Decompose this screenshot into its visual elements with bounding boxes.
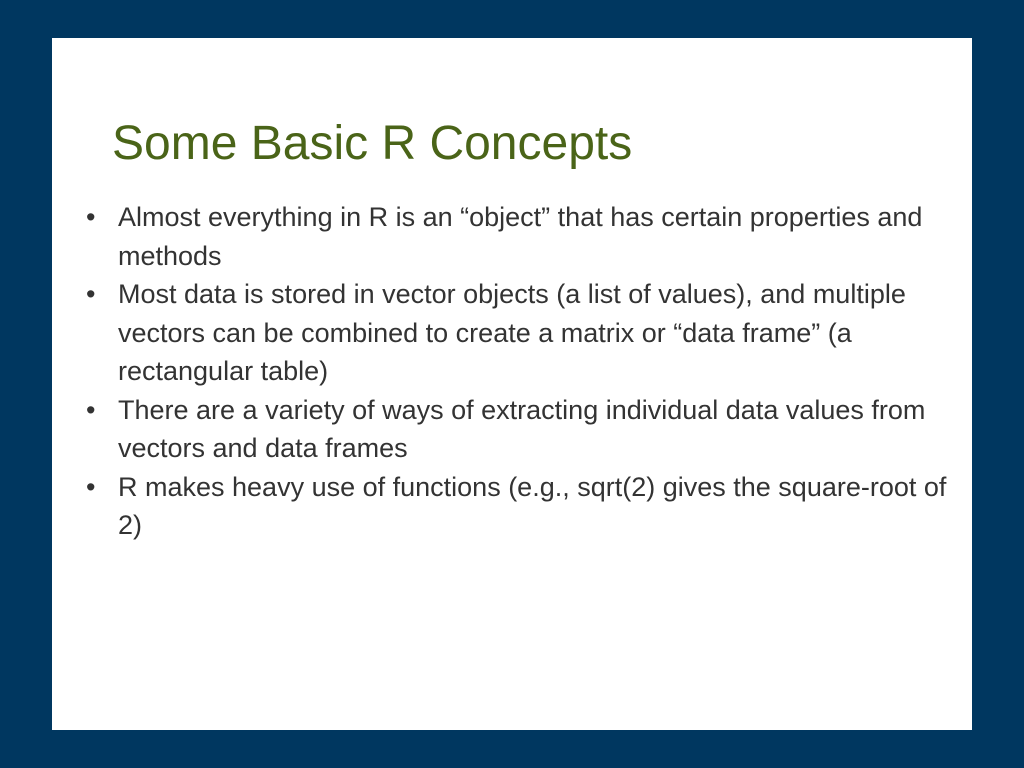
bullet-icon: • — [86, 279, 96, 309]
slide-panel — [52, 38, 972, 730]
slide-title: Some Basic R Concepts — [112, 117, 633, 170]
bullet-text: Almost everything in R is an “object” that has certain properties and methods — [118, 202, 923, 271]
bullet-icon: • — [86, 394, 96, 425]
bullet-text: There are a variety of ways of extracting individual data values from vectors and data frames — [118, 394, 926, 463]
bullet-icon: • — [86, 471, 96, 502]
bullet-icon: • — [86, 202, 96, 232]
bullet-text: R makes heavy use of functions (e.g., sqrt(2) gives the square-root of 2) — [118, 471, 947, 540]
bullet-item — [80, 275, 960, 391]
bullet-item — [80, 391, 960, 468]
bullet-text: Most data is stored in vector objects (a list of values), and multiple vectors can be combined to create a matrix or “data frame” (a rectangular table) — [118, 279, 906, 386]
bullet-item — [80, 198, 960, 275]
bullet-list — [80, 198, 960, 545]
bullet-item — [80, 468, 960, 545]
